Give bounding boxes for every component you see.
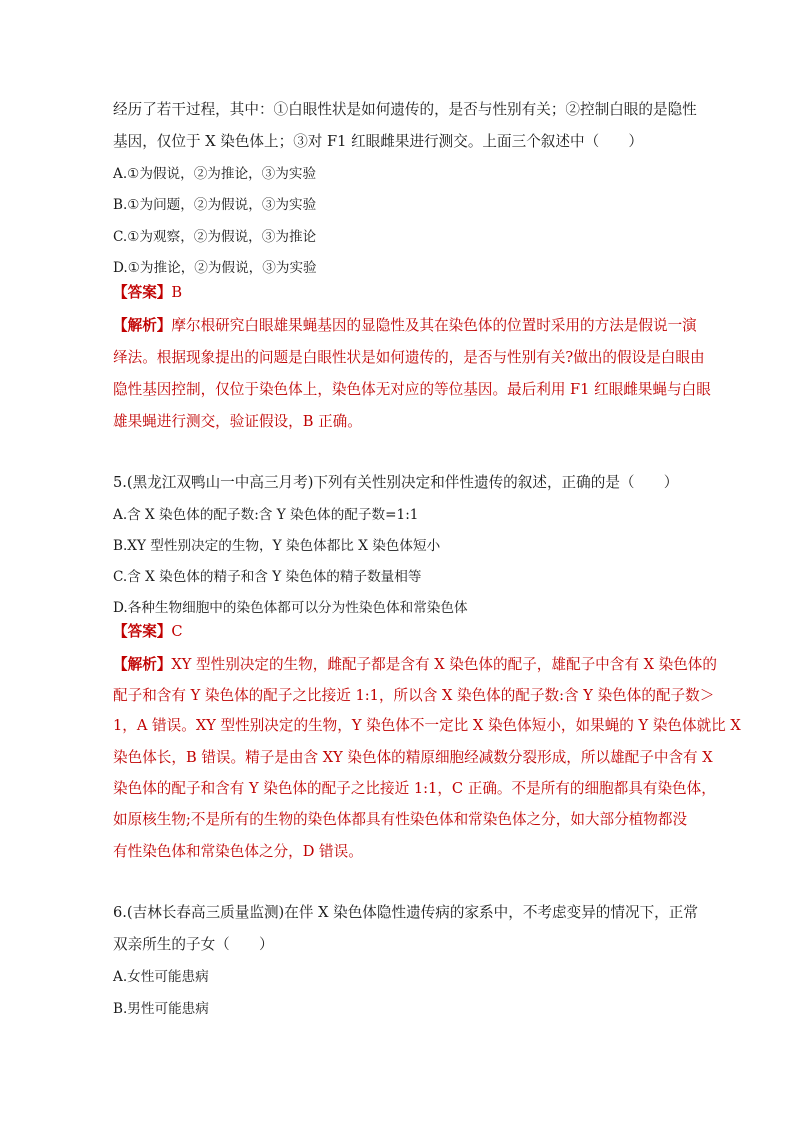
q4-option-c: C.①为观察，②为假说，③为推论: [113, 229, 317, 245]
answer-tag: 【答案】: [113, 623, 172, 640]
q5-option-d: D.各种生物细胞中的染色体都可以分为性染色体和常染色体: [113, 600, 468, 616]
q5-analysis-line-5: 染色体的配子和含有 Y 染色体的配子之比接近 1:1，C 正确。不是所有的细胞都具有染色体，: [113, 780, 716, 797]
analysis-text: 摩尔根研究白眼雄果蝇基因的显隐性及其在染色体的位置时采用的方法是假说一演: [171, 317, 697, 334]
q4-stem-line-1: 经历了若干过程，其中：①白眼性状是如何遗传的，是否与性别有关；②控制白眼的是隐性: [113, 101, 697, 118]
q6-option-a: A.女性可能患病: [113, 969, 209, 985]
answer-value: B: [171, 284, 183, 301]
q4-analysis-line-3: 隐性基因控制，仅位于染色体上，染色体无对应的等位基因。最后利用 F1 红眼雌果蝇与白眼: [113, 381, 711, 398]
q5-analysis-line-7: 有性染色体和常染色体之分，D 错误。: [113, 843, 363, 860]
q6-option-b: B.男性可能患病: [113, 1001, 209, 1017]
analysis-tag: 【解析】: [113, 656, 172, 673]
q5-answer: [113, 622, 183, 642]
q6-stem-line-2: 双亲所生的子女（ ）: [113, 936, 274, 953]
answer-tag: 【答案】: [113, 284, 172, 301]
q4-analysis-line-2: 绎法。根据现象提出的问题是白眼性状是如何遗传的，是否与性别有关?做出的假设是白眼由: [113, 349, 705, 366]
q6-stem-line-1: 6.(吉林长春高三质量监测)在伴 X 染色体隐性遗传病的家系中，不考虑变异的情况下，正常: [113, 904, 698, 921]
q4-stem-line-2: 基因，仅位于 X 染色体上；③对 F1 红眼雌果进行测交。上面三个叙述中（ ）: [113, 133, 643, 150]
q4-analysis-line-1: [113, 316, 697, 336]
q5-option-b: B.XY 型性别决定的生物，Y 染色体都比 X 染色体短小: [113, 538, 441, 554]
q5-stem-line-1: 5.(黑龙江双鸭山一中高三月考)下列有关性别决定和伴性遗传的叙述，正确的是（ ）: [113, 474, 679, 491]
q5-analysis-line-2: 配子和含有 Y 染色体的配子之比接近 1:1，所以含 X 染色体的配子数:含 Y 染色体的配子数＞: [113, 687, 715, 704]
q4-option-b: B.①为问题，②为假说，③为实验: [113, 197, 317, 213]
q4-option-a: A.①为假说，②为推论，③为实验: [113, 166, 317, 182]
analysis-text: XY 型性别决定的生物，雌配子都是含有 X 染色体的配子，雄配子中含有 X 染色体的: [171, 656, 717, 673]
q5-analysis-line-4: 染色体长，B 错误。精子是由含 XY 染色体的精原细胞经减数分裂形成，所以雄配子中含有 X: [113, 749, 713, 766]
q5-option-c: C.含 X 染色体的精子和含 Y 染色体的精子数量相等: [113, 569, 422, 585]
q5-option-a: A.含 X 染色体的配子数:含 Y 染色体的配子数=1:1: [113, 507, 419, 523]
q5-analysis-line-3: 1，A 错误。XY 型性别决定的生物，Y 染色体不一定比 X 染色体短小，如果蝇的 Y 染色体就比 X: [113, 717, 741, 734]
q5-analysis-line-1: [113, 655, 717, 675]
q5-analysis-line-6: 如原核生物;不是所有的生物的染色体都具有性染色体和常染色体之分，如大部分植物都没: [113, 811, 688, 828]
q4-option-d: D.①为推论，②为假说，③为实验: [113, 260, 317, 276]
answer-value: C: [171, 623, 183, 640]
q4-analysis-line-4: 雄果蝇进行测交，验证假设，B 正确。: [113, 413, 362, 430]
q4-answer: [113, 283, 182, 303]
analysis-tag: 【解析】: [113, 317, 172, 334]
